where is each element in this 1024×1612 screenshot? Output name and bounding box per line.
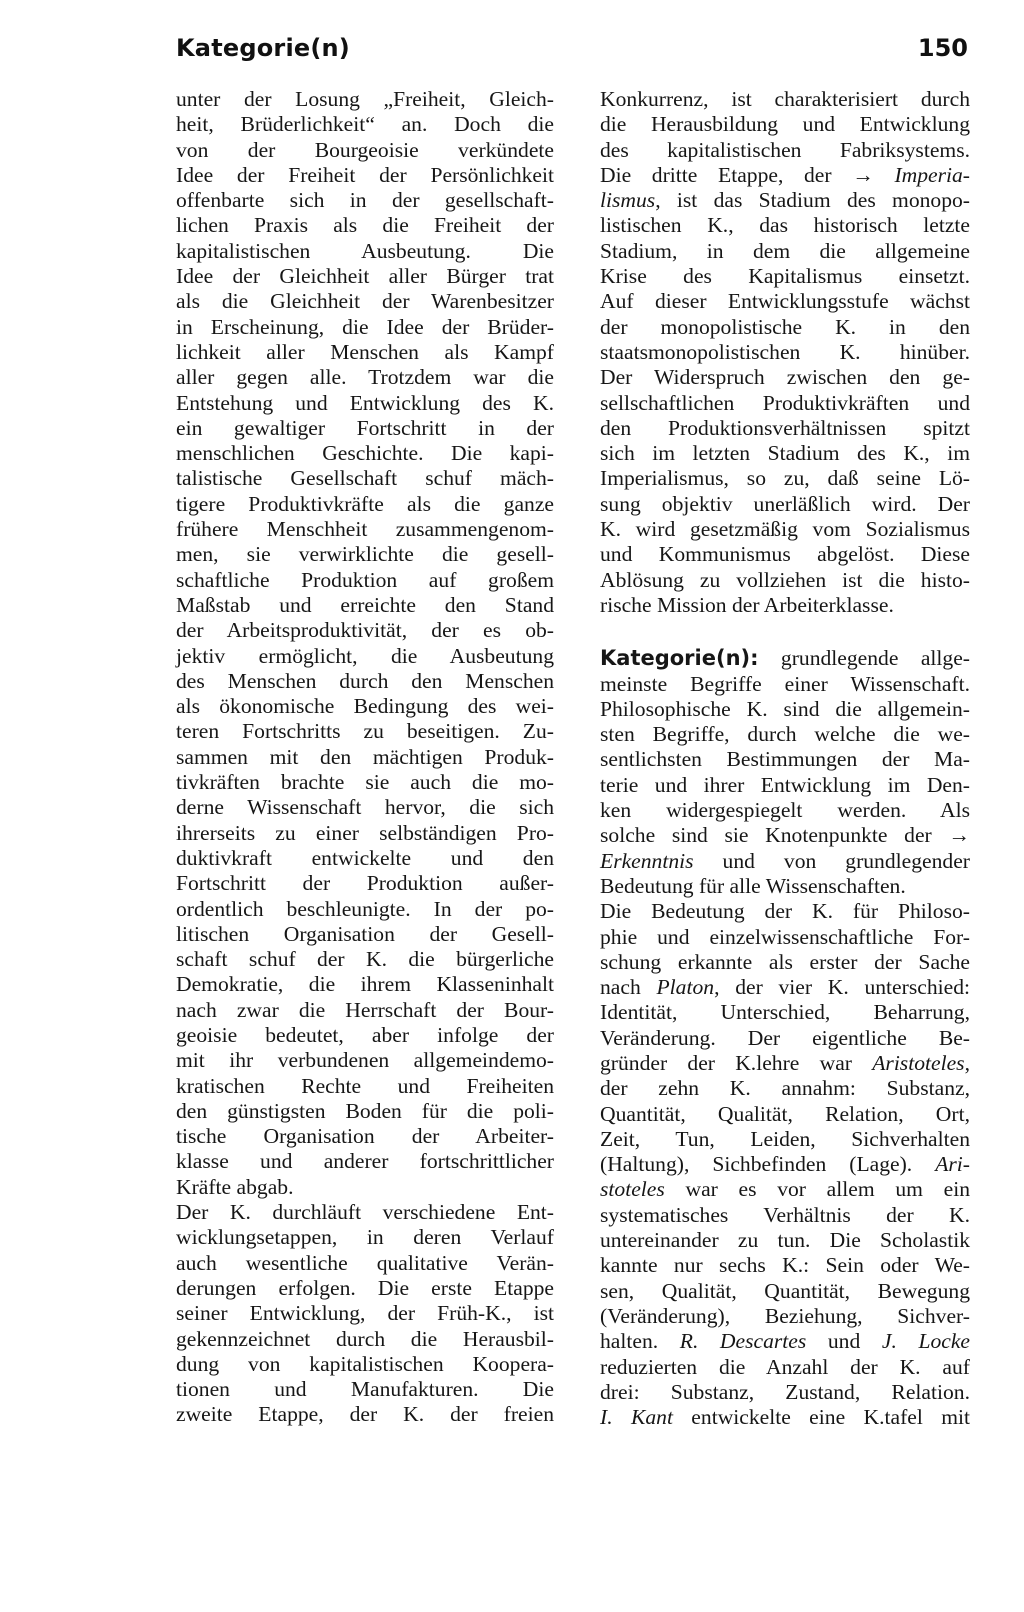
text-line bbox=[600, 1051, 970, 1076]
text-line: sentlichsten Bestimmungen der Ma- bbox=[600, 747, 970, 772]
text-line: rische Mission der Arbeiterklasse. bbox=[600, 592, 894, 617]
text-line: terie und ihrer Entwicklung im Den- bbox=[600, 772, 970, 797]
text-line: dung von kapitalistischen Koopera- bbox=[176, 1351, 554, 1376]
text-line: meinste Begriffe einer Wissenschaft. bbox=[600, 671, 970, 696]
text-line: als ökonomische Bedingung des wei- bbox=[176, 694, 554, 719]
text-line: heit, Brüderlichkeit“ an. Doch die bbox=[176, 112, 554, 137]
text-line bbox=[600, 188, 970, 213]
text-line: der monopolistische K. in den bbox=[600, 314, 970, 339]
text-line: Fortschritt der Produktion außer- bbox=[176, 871, 554, 896]
text-line: talistische Gesellschaft schuf mäch- bbox=[176, 466, 554, 491]
text-line bbox=[600, 163, 970, 188]
text-line: ken widergespiegelt werden. Als bbox=[600, 798, 970, 823]
text-line: zweite Etappe, der K. der freien bbox=[176, 1402, 554, 1427]
text-line: jektiv ermöglicht, die Ausbeutung bbox=[176, 643, 554, 668]
text-line: Auf dieser Entwicklungsstufe wächst bbox=[600, 289, 970, 314]
text-line: sen, Qualität, Quantität, Bewegung bbox=[600, 1278, 970, 1303]
text-line: sammen mit den mächtigen Produk- bbox=[176, 744, 554, 769]
text-line: sung objektiv unerläßlich wird. Der bbox=[600, 491, 970, 516]
text-line: kannte nur sechs K.: Sein oder We- bbox=[600, 1253, 970, 1278]
text-line: sten Begriffe, durch welche die we- bbox=[600, 722, 970, 747]
text-line: frühere Menschheit zusammengenom- bbox=[176, 517, 554, 542]
text-line bbox=[600, 1152, 970, 1177]
text-line: tische Organisation der Arbeiter- bbox=[176, 1124, 554, 1149]
page-header bbox=[176, 34, 968, 74]
text-run: , bbox=[964, 1050, 970, 1075]
text-line: duktivkraft entwickelte und den bbox=[176, 845, 554, 870]
text-line: Entstehung und Entwicklung des K. bbox=[176, 390, 554, 415]
text-run: gründer der K.lehre war bbox=[600, 1050, 873, 1075]
person-name-italic: Platon bbox=[656, 975, 715, 1000]
text-run: grundlegende allge- bbox=[758, 646, 970, 671]
cross-reference-italic: lismus bbox=[600, 188, 656, 213]
text-line: Die Bedeutung der K. für Philoso- bbox=[600, 899, 970, 924]
text-line: als die Gleichheit der Warenbesitzer bbox=[176, 289, 554, 314]
text-line: lichkeit aller Menschen als Kampf bbox=[176, 339, 554, 364]
text-line: teren Fortschritts zu beseitigen. Zu- bbox=[176, 719, 554, 744]
person-name-italic: I. Kant bbox=[600, 1405, 673, 1430]
text-line: Konkurrenz, ist charakterisiert durch bbox=[600, 87, 970, 111]
text-line: tionen und Manufakturen. Die bbox=[176, 1377, 554, 1402]
text-line: und Kommunismus abgelöst. Diese bbox=[600, 542, 970, 567]
text-line: ein gewaltiger Fortschritt in der bbox=[176, 415, 554, 440]
text-line: Krise des Kapitalismus einsetzt. bbox=[600, 264, 970, 289]
text-line: Imperialismus, so zu, daß seine Lö- bbox=[600, 466, 970, 491]
text-line bbox=[600, 849, 970, 874]
text-line: unter der Losung „Freiheit, Gleich- bbox=[176, 87, 554, 111]
text-run: , ist das Stadium des monopo- bbox=[655, 188, 970, 213]
text-run: nach bbox=[600, 975, 657, 1000]
text-line: schung erkannte als erster der Sache bbox=[600, 949, 970, 974]
text-run: und bbox=[806, 1329, 882, 1354]
text-line: Ablösung zu vollziehen ist die histo- bbox=[600, 567, 970, 592]
text-line: derungen erfolgen. Die erste Etappe bbox=[176, 1275, 554, 1300]
text-line bbox=[600, 1329, 970, 1354]
text-line: untereinander zu tun. Die Scholastik bbox=[600, 1228, 970, 1253]
text-line: listischen K., das historisch letzte bbox=[600, 213, 970, 238]
text-line: Zeit, Tun, Leiden, Sichverhalten bbox=[600, 1126, 970, 1151]
text-line: von der Bourgeoisie verkündete bbox=[176, 137, 554, 162]
text-line bbox=[600, 975, 970, 1000]
text-line: drei: Substanz, Zustand, Relation. bbox=[600, 1379, 970, 1404]
paragraph-gap bbox=[600, 618, 970, 646]
text-line: Maßstab und erreichte den Stand bbox=[176, 592, 554, 617]
text-line: sich im letzten Stadium des K., im bbox=[600, 441, 970, 466]
text-line: gekennzeichnet durch die Herausbil- bbox=[176, 1326, 554, 1351]
person-name-italic: J. Locke bbox=[881, 1329, 971, 1354]
text-line: Idee der Freiheit der Persönlichkeit bbox=[176, 162, 554, 187]
text-line: wicklungsetappen, in deren Verlauf bbox=[176, 1225, 554, 1250]
text-line: der zehn K. annahm: Substanz, bbox=[600, 1076, 970, 1101]
text-line: systematisches Verhältnis der K. bbox=[600, 1202, 970, 1227]
text-line: Der Widerspruch zwischen den ge- bbox=[600, 365, 970, 390]
text-line: Demokratie, die ihrem Klasseninhalt bbox=[176, 972, 554, 997]
text-run: entwickelte eine K.tafel mit bbox=[672, 1405, 971, 1430]
text-line: Quantität, Qualität, Relation, Ort, bbox=[600, 1101, 970, 1126]
text-line: den Produktionsverhältnissen spitzt bbox=[600, 415, 970, 440]
text-line: men, sie verwirklichte die gesell- bbox=[176, 542, 554, 567]
text-line: offenbarte sich in der gesellschaft- bbox=[176, 188, 554, 213]
text-line: menschlichen Geschichte. Die kapi- bbox=[176, 441, 554, 466]
text-line: tigere Produktivkräfte als die ganze bbox=[176, 491, 554, 516]
text-run: halten. bbox=[600, 1329, 680, 1354]
text-line: kapitalistischen Ausbeutung. Die bbox=[176, 238, 554, 263]
text-line: staatsmonopolistischen K. hinüber. bbox=[600, 339, 970, 364]
text-line: Idee der Gleichheit aller Bürger trat bbox=[176, 264, 554, 289]
text-line: ihrerseits zu einer selbständigen Pro- bbox=[176, 820, 554, 845]
text-line: solche sind sie Knotenpunkte der → bbox=[600, 823, 970, 848]
text-line: den günstigsten Boden für die poli- bbox=[176, 1098, 554, 1123]
text-line bbox=[600, 1405, 970, 1430]
cross-reference-italic: Imperia- bbox=[894, 162, 970, 187]
text-line: klasse und anderer fortschrittlicher bbox=[176, 1149, 554, 1174]
text-run: , der vier K. unterschied: bbox=[714, 975, 970, 1000]
text-line: sellschaftlichen Produktivkräften und bbox=[600, 390, 970, 415]
text-run: war es vor allem um ein bbox=[664, 1177, 970, 1202]
text-line: schaftliche Produktion auf großem bbox=[176, 567, 554, 592]
text-line: die Herausbildung und Entwicklung bbox=[600, 112, 970, 137]
text-line: Veränderung. Der eigentliche Be- bbox=[600, 1025, 970, 1050]
text-line: reduzierten die Anzahl der K. auf bbox=[600, 1354, 970, 1379]
text-line: in Erscheinung, die Idee der Brüder- bbox=[176, 314, 554, 339]
text-line: Stadium, in dem die allgemeine bbox=[600, 238, 970, 263]
right-column bbox=[600, 87, 970, 1430]
person-name-italic: stoteles bbox=[600, 1177, 665, 1202]
text-line: derne Wissenschaft hervor, die sich bbox=[176, 795, 554, 820]
person-name-italic: R. Descartes bbox=[679, 1329, 807, 1354]
text-line: schaft schuf der K. die bürgerliche bbox=[176, 947, 554, 972]
text-line: geoisie bedeutet, aber infolge der bbox=[176, 1022, 554, 1047]
text-line: auch wesentliche qualitative Verän- bbox=[176, 1250, 554, 1275]
entry-headword: Kategorie(n): bbox=[600, 646, 759, 671]
text-line bbox=[600, 1177, 970, 1202]
text-run: (Haltung), Sichbefinden (Lage). bbox=[600, 1152, 936, 1177]
text-line: des kapitalistischen Fabriksystems. bbox=[600, 137, 970, 162]
page-number: 150 bbox=[917, 34, 968, 62]
text-line: phie und einzelwissenschaftliche For- bbox=[600, 924, 970, 949]
text-run: und von grundlegender bbox=[693, 848, 970, 873]
text-line: lichen Praxis als die Freiheit der bbox=[176, 213, 554, 238]
text-line: kratischen Rechte und Freiheiten bbox=[176, 1073, 554, 1098]
text-line: tivkräften brachte sie auch die mo- bbox=[176, 770, 554, 795]
text-line: ordentlich beschleunigte. In der po- bbox=[176, 896, 554, 921]
text-line: aller gegen alle. Trotzdem war die bbox=[176, 365, 554, 390]
text-line: Kräfte abgab. bbox=[176, 1174, 294, 1199]
text-run: Die dritte Etappe, der → bbox=[600, 162, 895, 187]
cross-reference-italic: Erkenntnis bbox=[600, 848, 694, 873]
text-line: Bedeutung für alle Wissenschaften. bbox=[600, 873, 906, 898]
text-line: mit ihr verbundenen allgemeindemo- bbox=[176, 1048, 554, 1073]
left-column bbox=[176, 87, 554, 1428]
text-line: des Menschen durch den Menschen bbox=[176, 668, 554, 693]
text-line: (Veränderung), Beziehung, Sichver- bbox=[600, 1303, 970, 1328]
text-line: Der K. durchläuft verschiedene Ent- bbox=[176, 1200, 554, 1225]
text-line: seiner Entwicklung, der Früh-K., ist bbox=[176, 1301, 554, 1326]
person-name-italic: Ari- bbox=[935, 1152, 970, 1177]
entry-first-line bbox=[600, 646, 970, 671]
text-line: K. wird gesetzmäßig vom Sozialismus bbox=[600, 517, 970, 542]
text-line: Identität, Unterschied, Beharrung, bbox=[600, 1000, 970, 1025]
person-name-italic: Aristoteles bbox=[872, 1050, 965, 1075]
text-line: nach zwar die Herrschaft der Bour- bbox=[176, 997, 554, 1022]
text-line: litischen Organisation der Gesell- bbox=[176, 921, 554, 946]
running-head: Kategorie(n) bbox=[176, 34, 350, 62]
text-line: Philosophische K. sind die allgemein- bbox=[600, 696, 970, 721]
text-line: der Arbeitsproduktivität, der es ob- bbox=[176, 618, 554, 643]
